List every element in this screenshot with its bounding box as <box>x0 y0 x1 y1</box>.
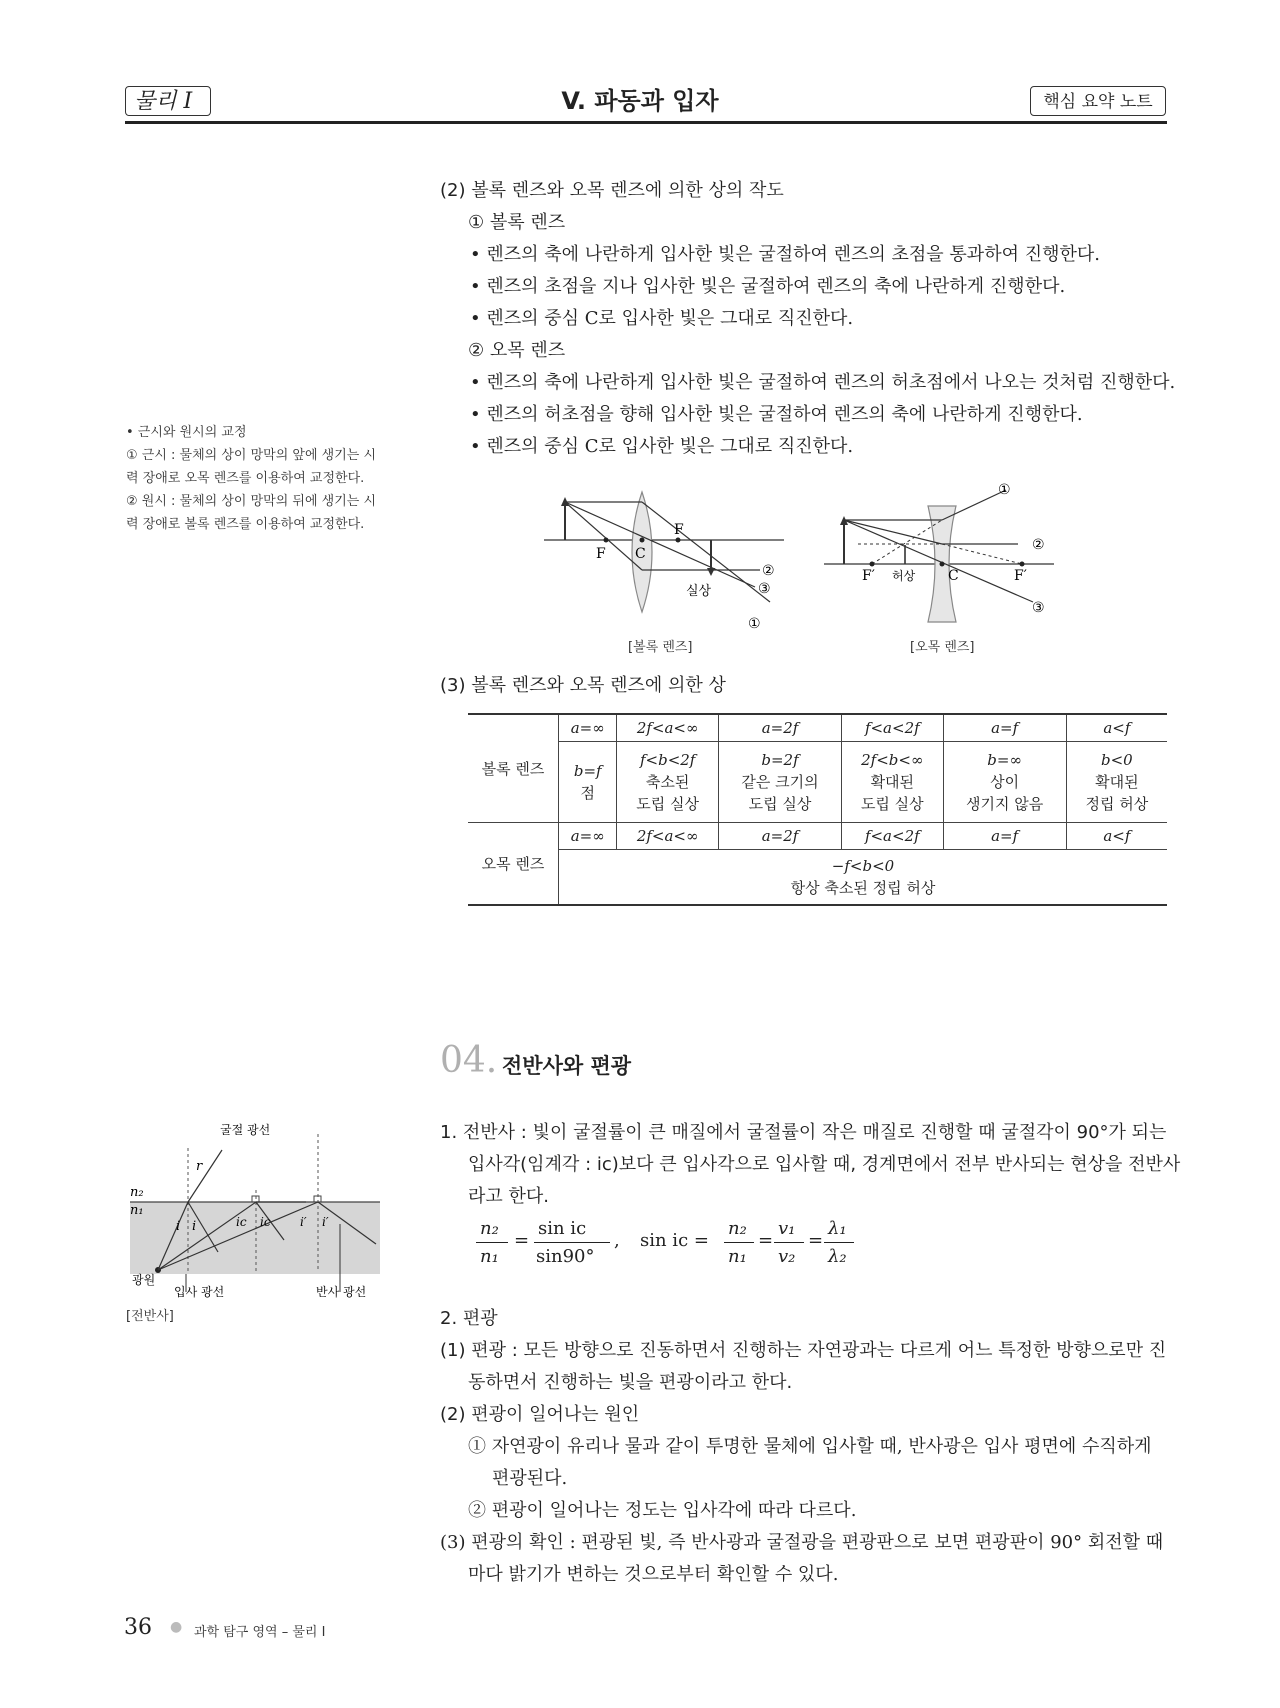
frac-num: n₂ <box>728 1218 747 1239</box>
convex-label-f-left: F <box>596 546 606 562</box>
tir-formula <box>476 1216 856 1276</box>
frac-bar <box>774 1242 804 1243</box>
concave-caption: [오목 렌즈] <box>910 640 975 655</box>
cell-line: 확대된 <box>870 773 915 791</box>
table-cell: 2f<a<∞ <box>617 714 718 742</box>
convex-title: ① 볼록 렌즈 <box>468 212 566 233</box>
concave-ray-3: ③ <box>1032 600 1045 616</box>
total-internal-reflection-diagram <box>126 1120 390 1300</box>
convex-item: • 렌즈의 중심 C로 입사한 빛은 그대로 직진한다. <box>470 308 854 329</box>
convex-label-image: 실상 <box>686 584 712 599</box>
frac-num: λ₁ <box>828 1218 847 1239</box>
cell-line: 도립 실상 <box>860 795 924 813</box>
concave-item: • 렌즈의 허초점을 향해 입사한 빛은 굴절하여 렌즈의 축에 나란하게 진행한다. <box>470 404 1083 425</box>
convex-row-label: 볼록 렌즈 <box>468 714 559 823</box>
tir-definition: 라고 한다. <box>468 1186 549 1207</box>
cell-line: b=∞ <box>987 751 1022 769</box>
convex-caption: [볼록 렌즈] <box>628 640 693 655</box>
table-cell: a<f <box>1066 823 1167 850</box>
cell-line: 2f<b<∞ <box>861 751 924 769</box>
label-i-prime: i′ <box>300 1215 307 1229</box>
concave-item: • 렌즈의 축에 나란하게 입사한 빛은 굴절하여 렌즈의 허초점에서 나오는 것처럼 진행한다. <box>470 372 1176 393</box>
tir-definition: 1. 전반사 : 빛이 굴절률이 큰 매질에서 굴절률이 작은 매질로 진행할 때 굴절각이 90°가 되는 <box>440 1122 1167 1143</box>
polarization-check: 마다 밝기가 변하는 것으로부터 확인할 수 있다. <box>468 1564 839 1585</box>
label-refracted-ray: 굴절 광선 <box>220 1123 271 1137</box>
cell-line: 축소된 <box>645 773 690 791</box>
polarization-cause: ② 편광이 일어나는 정도는 입사각에 따라 다르다. <box>468 1500 857 1521</box>
page-title: V. 파동과 입자 <box>561 87 719 115</box>
cell-line: 점 <box>580 784 595 802</box>
comma: , <box>614 1230 620 1251</box>
equals: = <box>758 1230 774 1251</box>
frac-bar <box>476 1242 508 1243</box>
summary-badge: 핵심 요약 노트 <box>1030 86 1166 116</box>
table-cell: f<a<2f <box>842 823 943 850</box>
table-cell: a<f <box>1066 714 1167 742</box>
frac-bar <box>534 1242 610 1243</box>
convex-lens-diagram <box>540 480 800 650</box>
cell-line: b=f <box>573 762 602 780</box>
convex-label-c: C <box>635 546 646 562</box>
cell-line: 확대된 <box>1095 773 1139 791</box>
equals: = <box>514 1230 530 1251</box>
rhs-label: sin ic = <box>640 1230 709 1251</box>
frac-den: v₂ <box>778 1246 796 1267</box>
section-title: 전반사와 편광 <box>502 1054 632 1078</box>
frac-den: sin90° <box>536 1246 595 1267</box>
subject-tag: 물리 I <box>125 86 211 116</box>
polarization-definition: (1) 편광 : 모든 방향으로 진동하면서 진행하는 자연광과는 다르게 어느 특정한 방향으로만 진 <box>440 1340 1167 1361</box>
concave-ray-1: ① <box>998 482 1011 498</box>
page-number: 36 <box>124 1615 152 1640</box>
table-cell <box>559 850 1168 906</box>
concave-lens-diagram <box>818 478 1068 638</box>
convex-label-f-right: F <box>674 522 684 538</box>
table-cell: a=2f <box>718 714 841 742</box>
label-i: i <box>176 1219 181 1234</box>
polarization-title: 2. 편광 <box>440 1308 498 1329</box>
polarization-cause-title: (2) 편광이 일어나는 원인 <box>440 1404 640 1425</box>
table-cell: a=∞ <box>559 714 617 742</box>
label-reflected-ray: 반사 광선 <box>316 1285 367 1299</box>
frac-den: λ₂ <box>828 1246 847 1267</box>
table-cell <box>617 742 718 823</box>
label-ic: ic <box>236 1215 247 1229</box>
table-cell: a=∞ <box>559 823 617 850</box>
footer-dot: ● <box>170 1619 183 1635</box>
side-note-line: ① 근시 : 물체의 상이 망막의 앞에 생기는 시 <box>126 448 377 463</box>
cell-line: −f<b<0 <box>831 857 895 875</box>
concave-label-f-right: F′ <box>1014 568 1027 584</box>
concave-label-image: 허상 <box>892 569 916 583</box>
cell-line: 항상 축소된 정립 허상 <box>790 879 936 897</box>
cell-line: 도립 실상 <box>748 795 812 813</box>
polarization-cause: 편광된다. <box>492 1468 568 1489</box>
table-cell: 2f<a<∞ <box>617 823 718 850</box>
frac-den: n₁ <box>728 1246 747 1267</box>
table-cell <box>559 742 617 823</box>
cell-line: f<b<2f <box>639 751 696 769</box>
table-cell: a=f <box>943 823 1066 850</box>
side-note-title: • 근시와 원시의 교정 <box>126 425 247 440</box>
table-cell <box>1066 742 1167 823</box>
tir-definition: 입사각(임계각 : iс)보다 큰 입사각으로 입사할 때, 경계면에서 전부 반사되는 현상을 전반사 <box>468 1154 1181 1175</box>
cell-line: 정립 허상 <box>1085 795 1149 813</box>
polarization-cause: ① 자연광이 유리나 물과 같이 투명한 물체에 입사할 때, 반사광은 입사 평면에 수직하게 <box>468 1436 1152 1457</box>
concave-label-c: C <box>948 568 959 584</box>
frac-num: n₂ <box>480 1218 499 1239</box>
cell-line: b<0 <box>1101 751 1133 769</box>
label-ic: ic <box>260 1215 271 1229</box>
label-i: i <box>192 1219 197 1234</box>
cell-line: 도립 실상 <box>636 795 700 813</box>
label-light-source: 광원 <box>132 1273 156 1287</box>
table-cell: a=f <box>943 714 1066 742</box>
image-table <box>468 713 1167 906</box>
concave-ray-2: ② <box>1032 537 1045 553</box>
frac-num: v₁ <box>778 1218 796 1239</box>
section2-heading: (2) 볼록 렌즈와 오목 렌즈에 의한 상의 작도 <box>440 180 784 201</box>
convex-ray-2: ② <box>762 563 775 579</box>
frac-bar <box>724 1242 754 1243</box>
label-i-prime: i′ <box>322 1215 329 1229</box>
table-cell <box>943 742 1066 823</box>
section-number: 04. <box>440 1040 498 1081</box>
convex-ray-3: ③ <box>758 581 771 597</box>
side-note-line: 력 장애로 볼록 렌즈를 이용하여 교정한다. <box>126 517 365 532</box>
table-cell: f<a<2f <box>842 714 943 742</box>
side-note-line: 력 장애로 오목 렌즈를 이용하여 교정한다. <box>126 471 365 486</box>
polarization-definition: 동하면서 진행하는 빛을 편광이라고 한다. <box>468 1372 793 1393</box>
convex-item: • 렌즈의 초점을 지나 입사한 빛은 굴절하여 렌즈의 축에 나란하게 진행한다. <box>470 276 1066 297</box>
concave-label-f-left: F′ <box>862 568 875 584</box>
cell-line: 생기지 않음 <box>966 795 1044 813</box>
frac-num: sin ic <box>538 1218 587 1239</box>
cell-line: b=2f <box>761 751 799 769</box>
concave-title: ② 오목 렌즈 <box>468 340 566 361</box>
label-incident-ray: 입사 광선 <box>174 1285 225 1299</box>
section3-heading: (3) 볼록 렌즈와 오목 렌즈에 의한 상 <box>440 675 726 696</box>
side-note-line: ② 원시 : 물체의 상이 망막의 뒤에 생기는 시 <box>126 494 377 509</box>
label-n2: n₂ <box>130 1185 144 1200</box>
label-n1: n₁ <box>130 1203 144 1218</box>
header-rule <box>125 121 1167 124</box>
table-cell <box>842 742 943 823</box>
frac-den: n₁ <box>480 1246 499 1267</box>
concave-row-label: 오목 렌즈 <box>468 823 559 906</box>
cell-line: 상이 <box>990 773 1020 791</box>
equals: = <box>808 1230 824 1251</box>
polarization-check: (3) 편광의 확인 : 편광된 빛, 즉 반사광과 굴절광을 편광판으로 보면 편광판이 90° 회전할 때 <box>440 1532 1164 1553</box>
table-cell: a=2f <box>718 823 841 850</box>
cell-line: 같은 크기의 <box>741 773 819 791</box>
frac-bar <box>824 1242 854 1243</box>
table-cell <box>718 742 841 823</box>
label-r: r <box>196 1159 203 1174</box>
footer-text: 과학 탐구 영역 – 물리 Ⅰ <box>194 1625 326 1640</box>
convex-ray-1: ① <box>748 616 761 632</box>
concave-item: • 렌즈의 중심 C로 입사한 빛은 그대로 직진한다. <box>470 436 854 457</box>
convex-item: • 렌즈의 축에 나란하게 입사한 빛은 굴절하여 렌즈의 초점을 통과하여 진행한다. <box>470 244 1100 265</box>
tir-caption: [전반사] <box>126 1309 174 1324</box>
